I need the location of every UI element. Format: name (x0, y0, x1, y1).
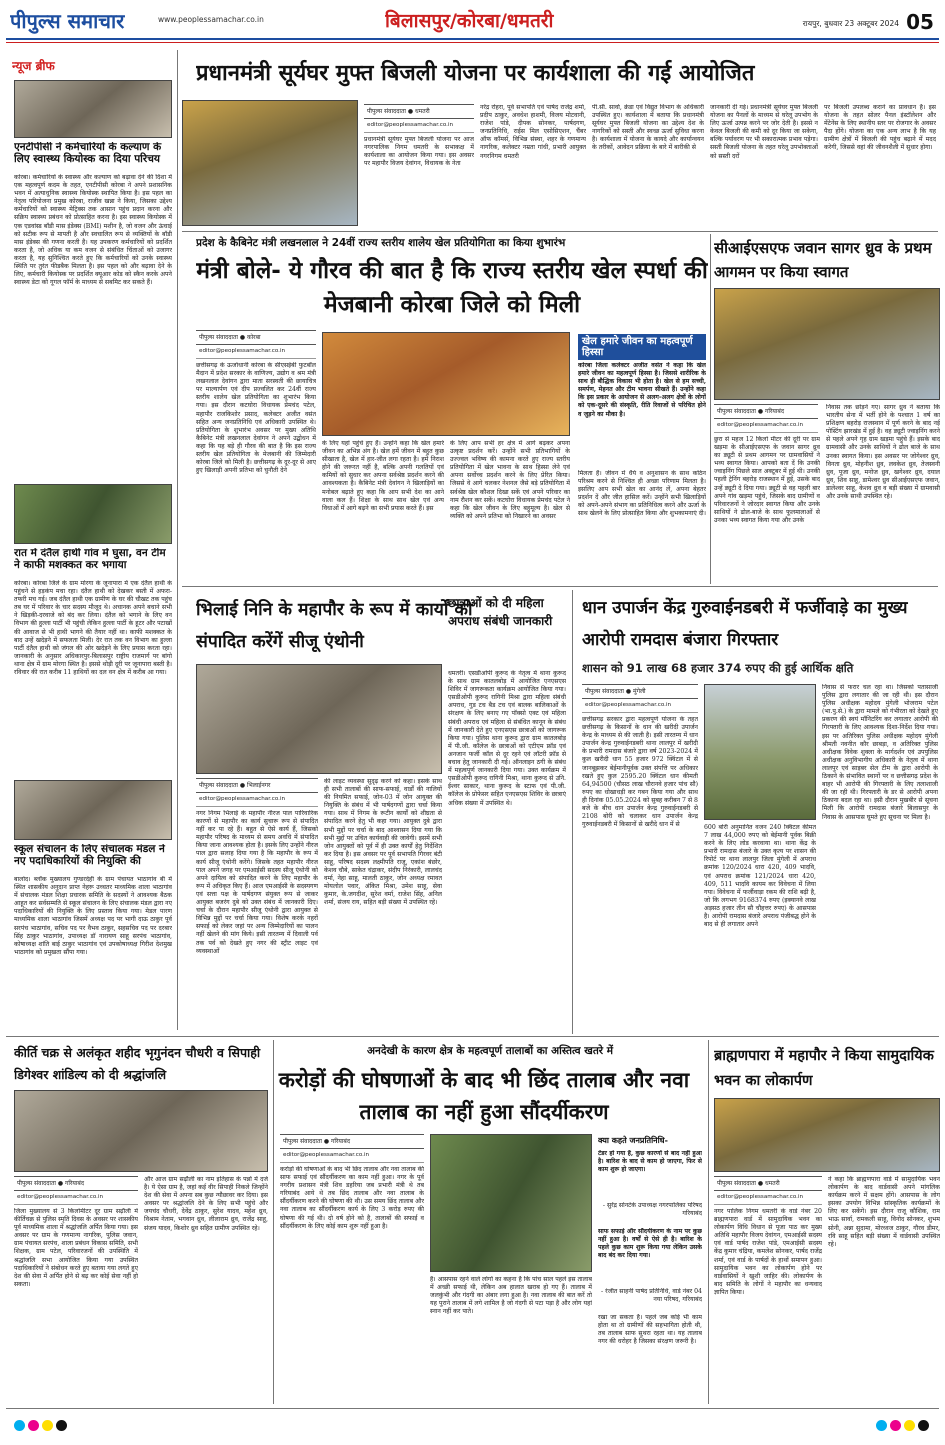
yellow-registration-mark-right (904, 1420, 915, 1431)
welcome-byline: पीपुल्स संवाददाता ● गरियाबंद (714, 404, 818, 419)
masthead-rule (6, 38, 939, 40)
footer-rule (6, 1408, 939, 1409)
lead-col1: प्रधानमंत्री सूर्यघर मुफ्त बिजली योजना पर आज नगरपालिक निगम धमतरी के सभाकक्ष में कार्यशाला का आयोजन किया गया। इस अवसर पर महापौर विजय देवांगन, विधायक के नेता (364, 136, 474, 168)
sports-col3: के लिए आप सभी हर क्षेत्र में आगे बढ़कर अपना उत्कृष्ट प्रदर्शन करें। उन्होंने सभी प्रतिभागियों के उज्ज्वल भविष्य की कामना करते हुए राज्य स्तरीय प्रतियोगिता में खेल भावना के साथ हिस्सा लेने एवं अपना सर्वोच्च प्रदर्शन करने के लिए प्रेरित किया। जिससे वे आगे चलकर नेशनल जैसे बड़े प्रतियोगिता में सर्वश्रेष्ठ खेल कौशल दिखा सकें एवं अपने परिवार का नाम रौशन कर सकें। कटघोरा विधायक प्रेमचंद पटेल ने कहा कि खेल जीवन के लिए बहुमूल्य है। खेल से व्यक्ति को अपने प्रतिभा को निखारने का अवसर (450, 440, 570, 520)
welcome-headline: सीआईएसएफ जवान सागर ध्रुव के प्रथम आगमन पर किया स्वागत (714, 239, 932, 281)
lead-bottom-rule (182, 231, 938, 232)
sports-byline: पीपुल्स संवाददाता ● कोरबा (196, 330, 316, 345)
sports-sidebar-body: कोरबा जिला कलेक्टर अजीत वसंत ने कहा कि खेल हमारे जीवन का महत्वपूर्ण हिस्सा है। जिससे शारीरिक के साथ ही बौद्धिक विकास भी होता है। खेल से हम सच्ची, समर्पण, मेहनत और टीम भावना सीखते हैं। उन्होंने कहा कि इस प्रकार के आयोजन से अलग-अलग क्षेत्रों के लोगों को एक-दूसरे की संस्कृति, रीति रिवाजों से परिचित होने व जुड़ने का मौका है। (578, 362, 706, 418)
ponds-quote2-by: - रंजीत साहनी पार्षद प्रतिनिधि, वार्ड नंबर 04 नया परिषद, गरियाबंद (601, 1288, 702, 1304)
ponds-opinion-title: क्या कहते जनप्रतिनिधि- (598, 1136, 668, 1145)
paddy-byline: पीपुल्स संवाददाता ● मुंगेली (582, 684, 698, 699)
website-url[interactable]: www.peoplessamachar.co.in (158, 15, 264, 24)
sports-kicker: प्रदेश के कैबिनेट मंत्री लखनलाल ने 24वीं राज्य स्तरीय शालेय खेल प्रतियोगिता का किया शुभारंभ (196, 237, 566, 249)
school-meeting-photo (14, 780, 172, 840)
brief1-headline: एनटीपीसी ने कर्मचारियों के कल्याण के लिए स्वास्थ्य कियोस्क का दिया परिचय (14, 142, 162, 165)
ponds-kicker: अनदेखी के कारण क्षेत्र के महत्वपूर्ण तालाबों का अस्तित्व खतरे में (366, 1045, 614, 1057)
left-column-divider (177, 50, 178, 1030)
community-byline: पीपुल्स संवाददाता ● धमतरी (714, 1176, 822, 1191)
magenta-registration-mark-right (890, 1420, 901, 1431)
women-headline: छात्राओं को दी महिला अपराध संबंधी जानकारी (448, 596, 553, 628)
brief3-headline: स्कूल संचालन के लिए संचालक मंडल ने नए पदाधिकारियों की नियुक्ति की (14, 844, 165, 867)
tribute-email[interactable]: editor@peoplessamachar.co.in (14, 1192, 138, 1205)
community-headline: ब्राह्मणपारा में महापौर ने किया सामुदायिक भवन का लोकार्पण (714, 1048, 934, 1089)
community-photo (714, 1098, 940, 1172)
brief2-body: कोरबा। कोरबा जिले के ग्राम मोरगा के जूनापारा में एक दंतैल हाथी के पहुंचने से हड़कंप मचा रहा। दंतैल हाथी को देखकर बस्ती में अफरा-तफरी मच गई। जब दंतैल हाथी एक ग्रामीण के घर की चौखट तक पहुंच तब घर में परिवार के चार सदस्य मौजूद थे। अचानक अपने बचाने सभी ने खिड़की-दरवाजे को बंद कर लिया। दंतैल को भगाने के लिए वन विभाग की हुल्ला पार्टी भी पहुंची लेकिन हुल्ला पार्टी के हूटर और पटाखों की आवाज से भी हाथी भागने की तैयार नहीं था। काफी मशक्कत के बाद उन्हें खदेड़ने में सफलता मिली। देर रात तक वन विभाग का हुल्ला पार्टी दंतैल हाथी को जंगल की ओर खदेड़ने के लिए प्रयास करता रहा। जानकारी के अनुसार अधिकारपुर-बिलासपुर राष्ट्रीय राजमार्ग पर बांगो थाना क्षेत्र में ग्राम मोरगा स्थित है। इससे थोड़ी दूरी पर जूनापारा बस्ती है। रविवार की रात करीब 11 हाथियों का दल वन क्षेत्र में करीब आ गया। (14, 580, 172, 677)
paddy-col2: 600 बोरी अनुमानित वजन 240 क्विंटल कीमत 7 लाख 44,000 रुपए को बेईमानी पूर्वक बिक्री करने के लिए लोड करवाया था। थाना केंद्र के प्रभारी रामदास बंजारे के उक्त कृत्य पर शासन की रिपोर्ट पर थाना लालपुर जिला मुंगेली में अपराध क्रमांक 120/2024 धारा 420, 409 भादवि, एवं अपराध क्रमांक 121/2024 धारा 420, 409, 511 भादवि कायम कर विवेचना में लिया गया। विवेचना में फर्जीवाड़ा रकम की राशि बढ़ी है, जो कि लगभग 9168374 रुपए (इक्यानवे लाख अड़सठ हजार तीन सौ चौहत्तर रुपए) के आसपास है। आरोपी रामदास बंजारे अपराध पंजीबद्ध होने के बाद से ही लगातार अपने (704, 824, 816, 929)
sports-col2: के लिए यहां पहुंचे हुए हैं। उन्होंने कहा कि खेल हमारे जीवन का अभिन्न अंग है। खेल हमें जीवन में बहुत कुछ सीखाता है, खेल में हार-जीत लगा रहता है। हमें निराश होने की जरूरत नहीं है, बल्कि अपनी गलतियों एवं कमियों को सुधार कर अपना सर्वश्रेष्ठ प्रदर्शन करने की आवश्यकता है। कैबिनेट मंत्री देवांगन ने खिलाड़ियों का मनोबल बढ़ाते हुए कहा कि आप सभी देश का आने वाला कल हैं। शिक्षा के साथ साथ खेल एवं अन्य विधाओं में आगे बढ़ने का सभी प्रयास करते हैं। इस (322, 440, 444, 512)
community-col1: नगर पालिक निगम धमतरी के वार्ड नंबर 20 ब्राह्मणपारा वार्ड में सामुदायिक भवन का लोकार्पण विधि विधान से पूजा पाठ कर मुख्य अतिथि महापौर विजय देवांगन, एमआईसी सदस्य एवं वार्ड पार्षद राजेश पांडे, एमआईसी सदस्य केंद्र कुमार चंद्रिया, कमलेश सोनकर, पार्षद राजेंद्र शर्मा, एवं वार्ड के पार्षदों के हाथों समापन हुआ। सामुदायिक भवन का लोकार्पण होने पर वार्डवासियों ने खुशी जाहिर की। लोकार्पण के बाद समिति के लोगों ने महापौर का धन्यवाद ज्ञापित किया। (714, 1208, 822, 1296)
community-col2: ने कहा कि ब्राह्मणपारा वार्ड में सामुदायिक भवन लोकार्पण के बाद वार्डवासी अपने मांगलिक कार्यक्रम करने में सक्षम होंगे। आसपास के लोग इसका उपयोग विभिन्न सांस्कृतिक कार्यक्रमों के लिए कर सकेंगे। इस दौरान राजू कौशिक, राम भाऊ सार्वा, रामकली साहू, विनोद सोनकर, शुभम सोनी, अन्ना सुदामा, मोरध्वज ठाकुर, गौरव डीमर, रवि साहू सहित बड़ी संख्या में वार्डवासी उपस्थित रहे। (828, 1176, 940, 1248)
ponds-col3: रखा जा सकता है। पहले जब कोई भी काम होता था तो ग्रामीणों की सहभागिता होती थी, तब तालाब साफ सुथरा रहता था। यह तालाब नगर की धरोहर है जिसका संरक्षण जरूरी है। (598, 1314, 702, 1346)
bhilai-email[interactable]: editor@peoplessamachar.co.in (196, 794, 318, 807)
magenta-registration-mark (28, 1420, 39, 1431)
welcome-email[interactable]: editor@peoplessamachar.co.in (714, 420, 818, 433)
women-body: धमतरी। एसडीओपी कुरूद के नेतृत्व में थाना कुरूद के साथ ग्राम कातलबोड़ में आयोजित एनएसएस शिविर में जागरूकता कार्यक्रम आयोजित किया गया। एसडीओपी कुरूद रागिनी मिश्रा द्वारा महिला संबंधी अपराध, गुड टच बैड टच एवं बालक बालिकाओं के संरक्षण के लिए बनाए गए पॉक्सो एक्ट एवं महिला संबंधी अपराध एवं महिला से संबंधित कानून के संबंध में जानकारी देते हुए एनएसएस छात्राओं को जागरूक किया गया। पुलिस थाना कुरूद द्वारा ग्राम कातलबोड़ में पी.जी. कॉलेज के छात्राओं को एटीएम फ्रॉड एवं अनजान फर्जी कॉल से दूर रहने एवं लॉटरी फ्रॉड से बचाव हेतु जानकारी दी गई। ऑनलाइन ठगी के संबंध में महत्वपूर्ण जानकारी दिया गया। उक्त कार्यक्रम में एसडीओपी कुरूद रागिनी मिश्रा, थाना कुरूद से उनि. ईश्वर साकार, थाना कुरूद के स्टाफ एवं पी.जी. कॉलेज के प्रोफेसर सहित एनएसएस शिविर के छात्राएं अधिक संख्या में उपस्थित थे। (448, 670, 566, 807)
bhilai-headline: भिलाई निनि के महापौर के रूप में कार्यों को संपादित करेंगें सीजू एंथोनी (196, 600, 473, 652)
paddy-subhead: शासन को 91 लाख 68 हजार 374 रुपए की हुई आर्थिक क्षति (582, 661, 854, 675)
sports-parade-photo (322, 332, 570, 436)
welcome-photo (714, 288, 940, 400)
ponds-right-divider (708, 1040, 709, 1404)
sports-col4: मिलता है। जीवन में धैर्य व अनुशासन के साथ कठिन परिश्रम करने से निश्चित ही अच्छा परिणाम मिलता है। इसलिए आप सभी खेल का आनंद लें, अपना बेहतर प्रदर्शन दें और जीत हासिल करें। उन्होंने सभी खिलाड़ियों को अपने-अपने संभाग का प्रतिनिधित्व करने और ऊर्जा के साथ खेलने के लिए प्रोत्साहित किया और शुभकामनाएं दी। (578, 470, 706, 518)
lead-headline: प्रधानमंत्री सूर्यघर मुफ्त बिजली योजना पर कार्यशाला की गई आयोजित (196, 61, 755, 86)
lead-byline: पीपुल्स संवाददाता ● धमतरी (364, 104, 474, 119)
sports-sidebar-title: खेल हमारे जीवन का महत्वपूर्ण हिस्सा (578, 334, 706, 360)
paddy-col1: छत्तीसगढ़ सरकार द्वारा महत्वपूर्ण योजना के तहत छत्तीसगढ़ के किसानों के धान की खरीदी उपार्जन केन्द्र के माध्यम से की जाती है। इसी तारतम्य में धान उपार्जन केन्द्र गुरुवाईनडबरी थाना लालपुर में खरीदी के प्रभारी रामदास बंजारे द्वारा वर्ष 2023-2024 में कुल खरीदी धान 55 हजार 972 क्विंटल में से जानबूझकर बेईमानीपूर्वक उक्त संपत्ति पर अधिकार रखते हुए कुल 2595.20 क्विंटल धान कीमती 64,94500 (चौसठ लाख चौरानवे हजार पांच सौ) रुपए का धोखाधड़ी कर गबन किया गया और साथ ही दिनांक 05.05.2024 को सुबह करीबन 7 से 8 बजे के बीच धान उपार्जन केन्द्र गुरुवाईनडबरी से 2108 बोरी को चलाकर धान उपार्जन केन्द्र गुरुवाईनडबरी में किसानों से खरीदे धान में से (582, 716, 698, 829)
mid-rule (182, 586, 938, 587)
welcome-col2: निवास तक छोड़ने गए। सागर ध्रुव ने बताया कि भारतीय सेना में भर्ती होने के पश्चात 1 वर्ष का प्रशिक्षण बहरोड़ राजस्थान में पूर्ण करने के बाद नई पोस्टिंग झारखंड में हुई है। वह ड्यूटी ज्वाइनिंग करने से पहले अपने गृह ग्राम खड़मा पहुंचे हैं। इसके बाद ग्रामवासी और उनके साथियों ने ढोल बाजे के साथ उनका स्वागत किया। इस अवसर पर जोगेश्वर ध्रुव, विनता ध्रुव, मोहनीश ध्रुव, लवकेश ध्रुव, तेजस्वनी ध्रुव, पूजा ध्रुव, मनोज ध्रुव, खगेश्वर ध्रुव, दयाल ध्रुव, शिव साहू, डामेश्वर ध्रुव सीआईएसएफ जवान, डालेश्वर साहू, केशव ध्रुव व बड़ी संख्या में ग्रामवासी और उनके साथी उपस्थित रहे। (826, 404, 940, 501)
tribute-photo (14, 1090, 268, 1172)
paddy-col3: निवास से फरार चल रहा था। जिसको पतासाजी पुलिस द्वारा लगातार की जा रही थी। इस दौरान पुलिस अधीक्षक महोदय मुंगेली भोजराम पटेल (भा.पु.से.) के द्वारा मामले को गंभीरता को देखते हुए प्रकरण की स्वयं मॉनिटरिंग कर लगातार आरोपी की गिरफ्तारी के लिए आवश्यक दिशा-निर्देश दिया गया। इस पर अतिरिक्त पुलिस अधीक्षक महोदय मुंगेली श्रीमती नवनीत कौर छाबड़ा, व अतिरिक्त पुलिस अधीक्षक विवेक शुक्ला के मार्गदर्शन एवं उपपुलिस अधीक्षक अनुविभागीय अधिकारी के नेतृत्व में थाना लालपुर एवं साइबर सेल टीम के द्वारा आरोपी के ठिकाने के संभावित स्थानों पर व छत्तीसगढ़ प्रदेश के बाहर भी आरोपी की गिरफ्तारी के लिए तलाशाजी की जा रही थी। गिरफ्तारी के डर से आरोपी अपना ठिकाना बदल रहा था। इसी दौरान मुखबीर से सूचना मिली कि आरोपी रामदास बंजारे बिलासपुर के निवास के आसपास घूमते हुए सूचना पर मिला है। (822, 684, 938, 821)
dateline: रायपुर, बुधवार 23 अक्टूबर 2024 (802, 19, 899, 28)
sports-col1: छत्तीसगढ़ के ऊर्जाधानी कोरबा के सीएसईबी फुटबॉल मैदान में प्रदेश सरकार के वाणिज्य, उद्योग व श्रम मंत्री लखनलाल देवांगन द्वारा माता सरस्वती की छायाचित्र पर माल्यार्पण एवं दीप प्रज्वलित कर 24वीं राज्य स्तरीय शालेय खेल प्रतियोगिता का शुभारंभ किया गया। इस दौरान कटघोरा विधायक प्रेमचंद पटेल, महापौर राजकिशोर प्रसाद, कलेक्टर अजीत वसंत सहित अन्य जनप्रतिनिधि एवं अधिकारी उपस्थित थे। प्रतियोगिता के शुभारंभ अवसर पर मुख्य अतिथि कैबिनेट मंत्री लखनलाल देवांगन ने अपने उद्बोधन में कहा कि यह बड़े ही गौरव की बात है कि इस राज्य स्तरीय खेल प्रतियोगिता के मेजबानी की जिम्मेदारी कोरबा जिले को मिली है। छत्तीसगढ़ के दूर-दूर से आए हुए खिलाड़ी अपनी प्रतिभा को चुनौती देने (196, 362, 316, 475)
community-email[interactable]: editor@peoplessamachar.co.in (714, 1192, 822, 1205)
page-number: 05 (906, 10, 934, 34)
ponds-quote1-by: - सुरेंद्र सोनटेके उपाध्यक्ष नगरपालिका परिषद गरियाबंद (602, 1202, 702, 1218)
ponds-byline: पीपुल्स संवाददाता ● गरियाबंद (280, 1134, 424, 1149)
ponds-headline: करोड़ों की घोषणाओं के बाद भी छिंद तालाब और नवा तालाब का नहीं हुआ सौंदर्यीकरण (278, 1068, 690, 1124)
cyan-registration-mark (14, 1420, 25, 1431)
lead-col5: पर बिजली उपलब्ध कराने का प्रावधान है। इस योजना के तहत सोलर पैनल इंस्टॉलेशन और मेंटेनेंस के लिए स्थानीय स्तर पर रोजगार के अवसर पैदा होंगे। योजना का एक अन्य लाभ है कि यह ग्रामीण क्षेत्रों में बिजली की पहुंच बढ़ाने में मदद करेगी, जिससे वहां की जीवनशैली में सुधार होगा। (824, 104, 936, 152)
tribute-col2: और आज ग्राम सढ़ौली का नाम इतिहास के पन्नों में दर्ज है। ये ऐसा ग्राम है, जहां कई वीर सिपाही निकले जिन्होंने देश की सेवा में अपना सब कुछ न्यौछावर कर दिया। इस अवसर पर श्रद्धांजलि देने के लिए सभी पहुंचे और जयचंद चौधरी, देवेंद्र ठाकुर, सुरेश यादव, महेश ध्रुव, विश्राम नेताम, भगवान ध्रुव, लीलाराम ध्रुव, राजेंद्र साहू, संजय यादव, किशोर ध्रुव सहित ग्रामीण उपस्थित रहे। (144, 1176, 268, 1232)
brand-logo: पीपुल्स समाचार (10, 9, 125, 33)
ntpc-kiosk-photo (14, 80, 172, 138)
lead-workshop-photo (182, 100, 358, 226)
news-brief-label: न्यूज ब्रीफ (12, 59, 55, 73)
paddy-arrest-photo (704, 684, 816, 820)
tribute-byline: पीपुल्स संवाददाता ● गरियाबंद (14, 1176, 138, 1191)
section-title: बिलासपुर/कोरबा/धमतरी (385, 10, 554, 32)
sports-right-divider (710, 234, 711, 584)
cyan-registration-mark-right (876, 1420, 887, 1431)
lead-col3: पी.सी. सार्वा, क्रेडा एवं विद्युत विभाग के अधिकारी उपस्थित हुए। कार्यशाला में बताया कि प्रधानमंत्री सूर्यघर मुफ्त बिजली योजना का उद्देश्य देश के नागरिकों को सस्ती और स्वच्छ ऊर्जा सुविधा करना है। कार्यशाला में योजना के कायदे और कार्यान्वयन के तरीकों, आवेदन प्रक्रिया के बारे में बारीकी से (592, 104, 704, 152)
brief1-body: कोरबा। कर्मचारियों के स्वास्थ्य और कल्याण को बढ़ावा देने की दिशा में एक महत्वपूर्ण कदम के तहत, एनटीपीसी कोरबा ने अपने प्रशासनिक भवन में अत्याधुनिक स्वास्थ्य कियोस्क स्थापित किया है। इस पहल का नेतृत्व परियोजना प्रमुख कोरबा, राजीव खन्ना ने किया, जिसका उद्देश्य कर्मचारियों को स्वास्थ्य मेट्रिक्स तक आसान पहुंच प्रदान करना और सक्रिय स्वास्थ्य प्रबंधन को प्रोत्साहित करना है। इस स्वास्थ्य कियोस्क में एक एडवांस्ड बॉडी मास इंडेक्स (BMI) मशीन है, जो वजन और ऊंचाई को सटीक रूप से मापती है और स्वचालित रूप से व्यक्तियों के बॉडी मास इंडेक्स की गणना करती है। यह उपकरण कर्मचारियों को प्रदर्शित करता है, जो अधिक या कम वजन से संबंधित चिंताओं को उजागर करता है, यह सुनिश्चित करते हुए कि कर्मचारियों को उनके स्वास्थ्य स्थिति पर तुरंत फीडबैक मिलता है। इस पहल को और बढ़ावा देने के लिए, कर्मचारी कियोस्क पर प्रदर्शित क्यूआर कोड को स्कैन करके अपने स्वास्थ्य डेटा को गूगल फॉर्म के माध्यम से सबमिट कर सकते हैं। (14, 174, 172, 287)
lower-rule (6, 1036, 939, 1037)
lead-col4: जानकारी दी गई। प्रधानमंत्री सूर्यघर मुफ्त बिजली योजना का पैनलों के माध्यम से घरेलू उपभोग के लिए ऊर्जा उत्पन्न करने पर जोर देती है। इससे न केवल बिजली की कमी को दूर किया जा सकेगा, बल्कि पर्यावरण पर भी सकारात्मक प्रभाव पड़ेगा। सस्ती बिजली योजना के तहत घरेलू उपभोक्ताओं को सस्ती दरों (710, 104, 818, 160)
lead-email[interactable]: editor@peoplessamachar.co.in (364, 120, 474, 133)
ponds-col1: करोड़ों की घोषणाओं के बाद भी छिंद तालाब और नवा तालाब की साफ सफाई एवं सौंदर्यीकरण का काम नहीं हुआ। नगर के पूर्व नगरीय प्रशासन मंत्री शिव डहरिया जब प्रभारी मंत्री थे तब गरियाबंद आये थे तब छिंद तालाब और नवा तालाब के सौंदर्यीकरण करने की घोषणा की थी। उस समय छिंद तालाब और नवा तालाब का सौंदर्यीकरण कार्य के लिए 3 करोड़ रुपए की घोषणा की गई थी। दो वर्ष होने को है, तालाबों की सफाई व सौंदर्यीकरण के लिए कोई काम शुरू नहीं हुआ है। (280, 1166, 424, 1230)
yellow-registration-mark (42, 1420, 53, 1431)
ponds-quote2: साफ सफाई और सौंदर्यीकरण के नाम पर कुछ नहीं हुआ है। वर्षों से ऐसे ही है। बारिश के पहले कुछ काम शुरू किया गया लेकिन उसके बाद बंद कर दिया गया। (598, 1228, 702, 1260)
paddy-headline: धान उपार्जन केंद्र गुरुवाईनडबरी में फर्जीवाड़े का मुख्य आरोपी रामदास बंजारा गिरफ्तार (582, 598, 908, 650)
sports-email[interactable]: editor@peoplessamachar.co.in (196, 346, 316, 359)
bhilai-col1: नगर निगम भिलाई के महापौर नीरज पाल पारिवारिक कारणों से महापौर का कार्य सुचारू रूप से संपादित नहीं कर पा रहे हैं। बहुत से ऐसे कार्य हैं, जिसको महापौर परिषद के माध्यम से समय अवधि में संपादित किया जाना आवश्यक होता है। इसके लिए उन्होंने नीरज पाल द्वारा सलाह दिया गया है कि महापौर के रूप में कार्य सीजू एंथोनी करेंगे। जिसके तहत महापौर नीरज पाल अपने जगह पर एमआईसी सदस्य सीजू एंथोनी को अपने दायित्व को संपादित करने के लिए महापौर के रूप में अधिकृत किए हैं। आज एमआईसी के सदस्यगण एवं सत्ता पक्ष के पार्षदगण संयुक्त रूप से जाकर आयुक्त बजरंग दुबे को उक्त संबंध में जानकारी दिए। चर्चा के दौरान महापौर सीजू एंथोनी द्वारा आयुक्त से विभिन्न मुद्दों पर चर्चा किया गया। विशेष करके नहरों सफाई को लेकर जहां पर अन्य जिम्मेदारियों का पालन नहीं खेलने की मांग किये। इसी तारतम्य में दिवाली पर्व तक पर्व को देखते हुए नगर की स्ट्रीट लाइट एवं व्यवस्थाओं (196, 810, 318, 955)
brief2-headline: रात में दंतैल हाथी गांव में घुसा, वन टीम ने काफी मशक्कत कर भगाया (14, 548, 166, 571)
lead-col2: नरेंद्र रोहरा, पूर्व सभापति एवं पार्षद राजेंद्र शर्मा, प्रदीप ठाकुर, अवधेश हाशमी, विजय मोटवानी, राजेश पांडे, दीपक सोनकर, पार्षदगण, जनप्रतिनिधि, राईस मिल एसोसिएशन, चैंबर ऑफ कॉमर्स, विभिन्न संस्था, शहर के गणमान्य नागरिक, कलेक्टर नम्रता गांधी, प्रभारी आयुक्त नगरनिगम धमतरी (480, 104, 586, 160)
bhilai-byline: पीपुल्स संवाददाता ● भिलाईनगर (196, 778, 318, 793)
tribute-headline: कीर्ति चक्र से अलंकृत शहीद भृगुनंदन चौधरी व सिपाही डिगेश्वर शांडिल्य को दी श्रद्धांजलि (14, 1045, 261, 1082)
masthead-rule-thin (6, 42, 939, 43)
ponds-photo (430, 1134, 592, 1272)
women-right-divider (572, 590, 573, 1034)
black-registration-mark (56, 1420, 67, 1431)
paddy-email[interactable]: editor@peoplessamachar.co.in (582, 700, 698, 713)
masthead (0, 0, 945, 46)
ponds-email[interactable]: editor@peoplessamachar.co.in (280, 1150, 424, 1163)
elephant-photo (14, 484, 172, 544)
black-registration-mark-right (918, 1420, 929, 1431)
tribute-col1: जिला मुख्यालय से 3 किलोमीटर दूर ग्राम सढ़ौली में कीर्तिचक्र से पुलिस स्मृति दिवस के अवसर पर शासकीय पूर्व माध्यमिक शाला में श्रद्धांजलि अर्पित किया गया। इस अवसर पर ग्राम के गणमान्य नागरिक, पुलिस जवान, ग्राम पंचायत सरपंच, शाला प्रबंधन विकास समिति, सभी शिक्षक, ग्राम पटेल, परिवारजनों की उपस्थिति में श्रद्धांजलि सभा आयोजित किया गया उपस्थित पदाधिकारियों ने संबोधन करते हुए बताया गया लगते हुए देश की सेवा में अर्पित होने से बढ़ कर कोई सेवा नहीं हो सकता। (14, 1208, 138, 1288)
ponds-quote1: टेंडर हो गया है, कुछ कारणों से बाद नहीं हुआ है। बारिश के बाद से काम हो जाएगा, फिर से काम शुरू हो जाएगा। (598, 1150, 702, 1174)
brief3-body: बालोद। ब्लॉक मुख्यालय गुण्डरदेही के ग्राम पंचायत भाठागांव बी में स्थित शासकीय अनुदान प्राप्त नेहरू उच्चतर माध्यमिक शाला भाठागांव में संचालक मंडल शिक्षा प्रचारक समिति के सदस्यों ने आवश्यक बैठक आहूत कर सर्वसम्मति से स्कूल संचालन के लिए संचालक मंडल द्वारा नए पदाधिकारियों की नियुक्ति के लिए प्रस्ताव किया गया। मेडल पारण माध्यमिक शाला भाठागांव जिसमें अध्यक्ष पद पर भागी दाऊ ठाकुर पूर्व सरपंच भाठागांव, सचिव पद पर वैभव ठाकुर, सहसचिव पद पर दरबार सिंह ठाकुर भाठागांव, उपाध्यक्ष डॉ नारायण साहू सरपंच भाठागांव, कोषाध्यक्ष शांति बाई ठाकुर भाठागांव एवं उपकोषाध्यक्ष गिरीश देशमुख भाठागांव को प्रमुखता सौंपा गया। (14, 876, 172, 956)
bhilai-col2: की लाइट व्यवस्था सुदृढ़ करने को कहा। इसके साथ ही सभी तालाबों की साफ-सफाई, वार्डों की नालियों की नियमित सफाई, जोन-03 में जोन आयुक्त की नियुक्ति के संबंध में भी पार्षदगणों द्वारा चर्चा किया गया। साथ में निगम के रूटीन कार्यों को शीघ्रता से संपादित करने हेतु भी कहा गया। आयुक्त दुबे द्वारा सभी मुद्दों पर चर्चा के बाद आश्वासन दिया गया कि सभी मुद्दों पर उचित कार्यवाही की जावेगी। इसमें सभी जोन आयुक्तों को पूर्व में ही उक्त कार्यों हेतु निर्देशित कर दिया है। इस अवसर पर पूर्व सभापति गिरवर बंटी साहू, परिषद सदस्य लक्ष्मीपति राजू, एकांश बंछोर, केशव चौबे, साकेत चंद्राकर, संदीप निरंकारी, लालचंद वर्मा, नेहा साहू, मालती ठाकुर, जोन अध्यक्ष रमावत मोयलोल पवार, अंकित मिश्रा, उमेश साहू, सेवा कुमार, के.जगदीश, सुरेश वर्मा, राजेश सिंह, अनिल शर्मा, संजय राय, सहित बड़ी संख्या में उपस्थित रहे। (324, 778, 442, 907)
bhilai-meeting-photo (196, 664, 442, 774)
sports-headline: मंत्री बोले- ये गौरव की बात है कि राज्य स्तरीय खेल स्पर्धा की मेजबानी कोरबा जिले को मिली (196, 258, 708, 318)
welcome-col1: छुरा से महज 12 किलो मीटर की दूरी पर ग्राम खड़मा के सीआईएसएफ के जवान सागर ध्रुव का ड्यूटी से प्रथम आगमन पर ग्रामवासियों ने भव्य स्वागत किया। आपको बता दें कि उनकी ज्वाइनिंग पिछले साल अक्टूबर में हुई थी। उनकी पहली ट्रेनिंग बहरोड़ राजस्थान में हुई, उसके बाद उन्हें ड्यूटी दे दिया गया। ड्यूटी से वह पहली बार अपने गांव खड़मा पहुंचे, जिसके बाद ग्रामीणों व परिवारजनों ने जोरदार स्वागत किया और उनके साथियों ने ढोल-बाजे के साथ फूलमालाओं से उनका भव्य स्वागत किया गया और उनके (714, 436, 820, 524)
ponds-col2: है। आसपास रहने वाले लोगों का कहना है कि पांच साल पहले इस तालाब में अच्छी सफाई थी, लेकिन अब हालात खराब हो गए हैं। तालाब में जलकुंभी और गंदगी का अंबार लगा हुआ है। नवा तालाब की बात करें तो यह पुराने तालाब में लगे शामिल है जो गंदगी से पटा पड़ा है और लोग यहां स्नान नहीं कर पाते। (430, 1276, 592, 1316)
